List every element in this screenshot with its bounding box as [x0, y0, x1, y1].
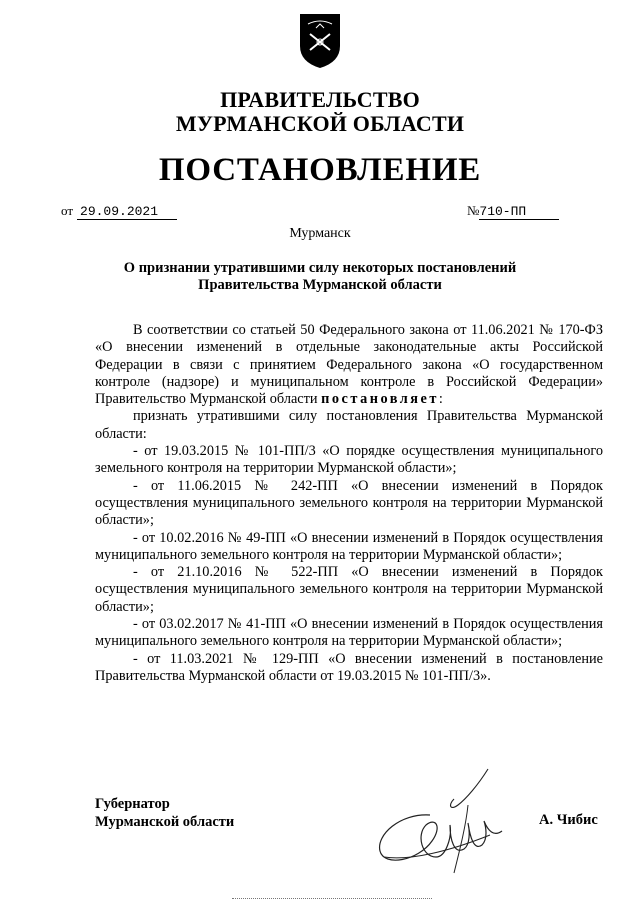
date-prefix: от: [61, 203, 74, 218]
signatory-position: [95, 795, 234, 831]
handwritten-signature: [370, 765, 510, 875]
document-date: [61, 203, 177, 220]
position-line2: Мурманской области: [95, 814, 235, 830]
signatory-name: А. Чибис: [539, 812, 598, 828]
list-item: - от 11.06.2015 № 242-ПП «О внесении изменений в Порядок осуществления муниципального земельного контроля на территории Мурманской области»;: [95, 477, 603, 529]
government-name-line1: ПРАВИТЕЛЬСТВО: [220, 87, 420, 112]
position-line1: Губернатор: [95, 796, 170, 812]
footer-divider: [232, 898, 432, 901]
document-number: [467, 203, 559, 220]
list-item: - от 11.03.2021 № 129-ПП «О внесении изменений в постановление Правительства Мурманской области от 19.03.2015 № 101-ПП/3».: [95, 650, 603, 684]
number-value: 710-ПП: [479, 204, 559, 220]
document-title-line2: Правительства Мурманской области: [198, 277, 442, 293]
list-item: - от 10.02.2016 № 49-ПП «О внесении изменений в Порядок осуществления муниципального земельного контроля на территории Мурманской области»;: [95, 529, 603, 563]
city-name: Мурманск: [289, 226, 351, 241]
intro-paragraph: признать утратившими силу постановления Правительства Мурманской области:: [95, 408, 603, 442]
list-item: - от 21.10.2016 № 522-ПП «О внесении изменений в Порядок осуществления муниципального земельного контроля на территории Мурманской области»;: [95, 564, 603, 615]
document-type-heading: ПОСТАНОВЛЕНИЕ: [158, 152, 482, 188]
decree-word: постановляет: [321, 391, 439, 408]
number-prefix: №: [467, 203, 480, 218]
document-title-line1: О признании утратившими силу некоторых постановлений: [123, 260, 517, 276]
preamble-text: В соответствии со статьей 50 Федерального закона от 11.06.2021 № 170-ФЗ «О внесении изменений в отдельные законодательные акты Российской Федерации в связи с принятием Федерального закона «О государственном контроле (надзоре) и муниципальном контроле в Российской Федерации» Правительство Мурманской области: [95, 322, 603, 408]
decree-colon: :: [438, 391, 443, 408]
list-item: - от 19.03.2015 № 101-ПП/3 «О порядке осуществления муниципального земельного контроля на территории Мурманской области»;: [95, 443, 603, 477]
government-name-line2: МУРМАНСКОЙ ОБЛАСТИ: [175, 111, 465, 136]
date-value: 29.09.2021: [77, 204, 177, 220]
preamble-paragraph: [95, 322, 603, 408]
coat-of-arms-icon: [296, 10, 344, 70]
list-item: - от 03.02.2017 № 41-ПП «О внесении изменений в Порядок осуществления муниципального земельного контроля на территории Мурманской области»;: [95, 616, 603, 650]
document-body: [95, 322, 603, 685]
